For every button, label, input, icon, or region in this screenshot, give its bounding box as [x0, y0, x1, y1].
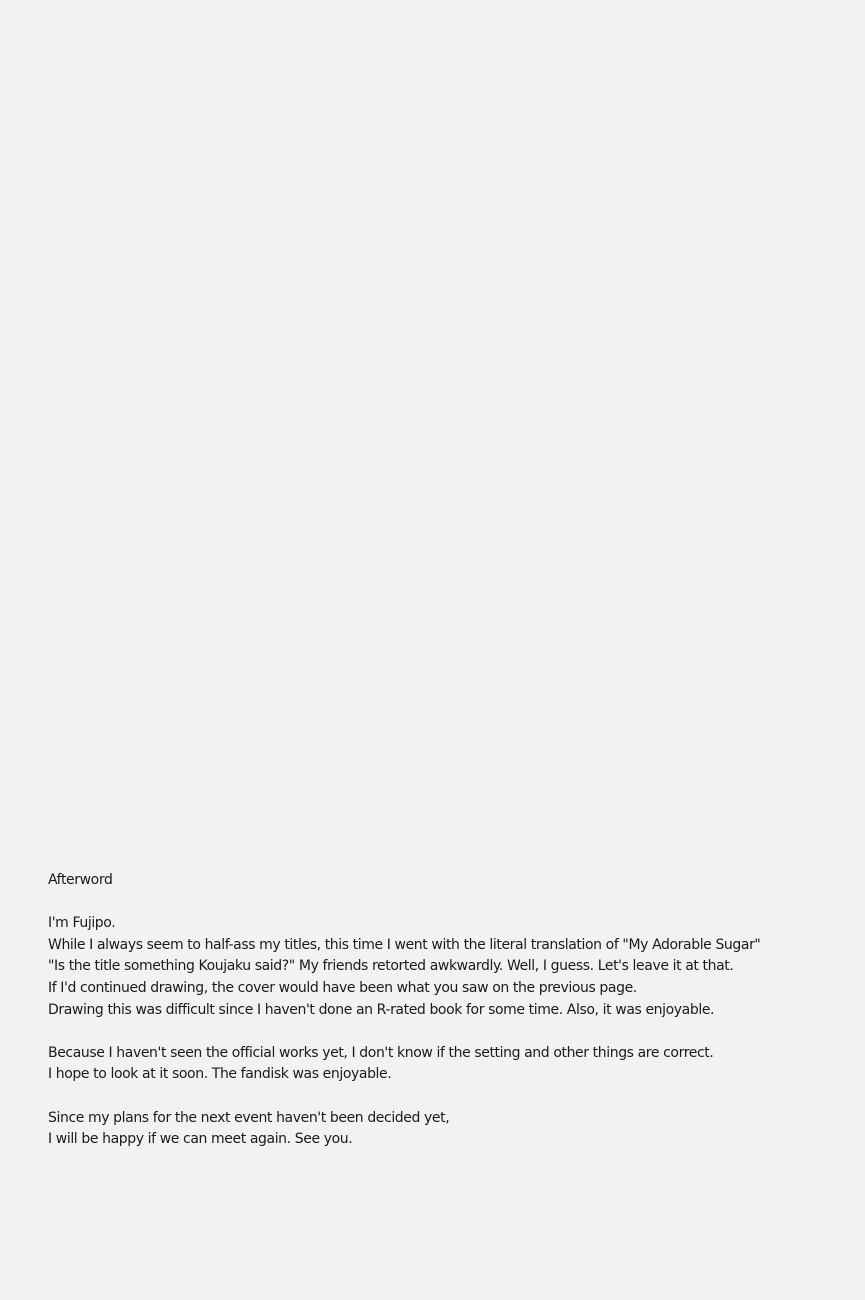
- text-line: Drawing this was difficult since I haven't done an R-rated book for some time. Also, it was enjoyable.: [48, 1001, 715, 1018]
- text-line: If I'd continued drawing, the cover would have been what you saw on the previous page.: [48, 979, 637, 996]
- text-line: "Is the title something Koujaku said?" My friends retorted awkwardly. Well, I guess. Let's leave it at that.: [48, 958, 734, 975]
- afterword-text-block: [48, 870, 848, 1151]
- afterword-title: Afterword: [48, 872, 113, 888]
- text-line: I hope to look at it soon. The fandisk was enjoyable.: [48, 1066, 392, 1083]
- text-line: I'm Fujipo.: [48, 915, 116, 932]
- text-line: Because I haven't seen the official works yet, I don't know if the setting and other things are correct.: [48, 1044, 714, 1061]
- text-line: While I always seem to half-ass my titles, this time I went with the literal translation of "My Adorable Sugar": [48, 936, 761, 953]
- text-line: Since my plans for the next event haven't been decided yet,: [48, 1109, 450, 1126]
- paragraph-gap: [48, 1086, 848, 1108]
- text-line: I will be happy if we can meet again. See you.: [48, 1131, 353, 1148]
- paragraph-gap: [48, 1021, 848, 1043]
